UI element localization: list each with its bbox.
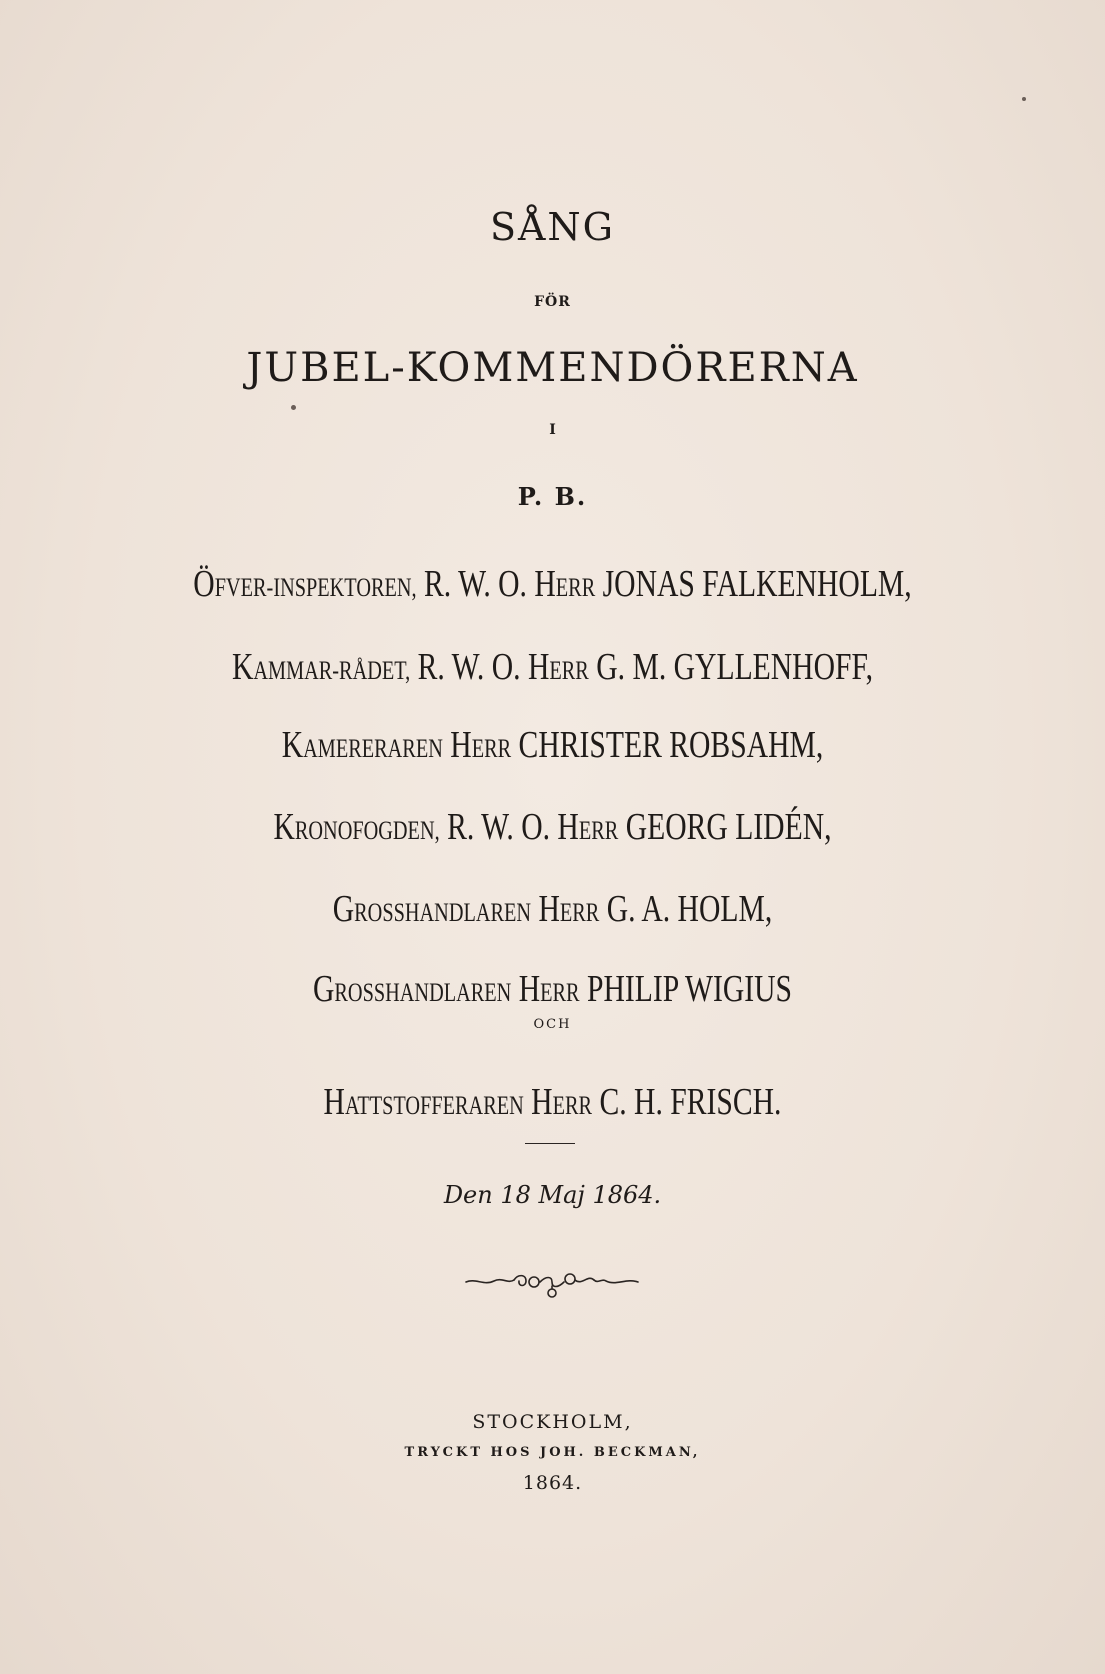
honoree-herr: HERR [557,806,619,848]
honoree-herr: HERR [534,563,596,605]
honoree-name: G. A. HOLM, [606,888,773,930]
honoree-rank: R. W. O. [424,563,527,605]
honoree-name: CHRISTER ROBSAHM, [518,724,824,766]
honoree-name: JONAS FALKENHOLM, [602,563,912,605]
honoree-herr: HERR [450,724,512,766]
honoree-herr: HERR [518,968,580,1010]
honoree-office: KAMMAR-RÅDET, [231,646,411,688]
honoree-line [122,648,984,686]
imprint-printer: TRYCKT HOS JOH. BECKMAN, [404,1445,701,1460]
honoree-office: GROSSHANDLAREN [332,888,532,930]
honoree-line [122,726,984,764]
honoree-herr: HERR [527,646,589,688]
ornament-flourish-icon [462,1262,642,1302]
title-i: I [549,422,556,438]
honoree-office: KRONOFOGDEN, [273,806,440,848]
title-for: FÖR [534,294,571,310]
och-conjunction: OCH [533,1017,572,1032]
date-line: Den 18 Maj 1864. [443,1181,662,1209]
honoree-rank: R. W. O. [447,806,551,848]
honoree-name: PHILIP WIGIUS [587,968,793,1010]
honoree-line [122,808,984,846]
divider-rule [525,1143,575,1144]
honoree-name: G. M. GYLLENHOFF, [596,646,874,688]
honoree-line [122,565,984,603]
paper-speck [291,405,296,410]
imprint-city: STOCKHOLM, [472,1411,633,1433]
honoree-office: ÖFVER-INSPEKTOREN, [193,563,417,605]
honoree-office: HATTSTOFFERAREN [323,1081,524,1123]
title-sang: SÅNG [489,205,616,249]
honoree-name: GEORG LIDÉN, [625,806,832,848]
title-main: JUBEL-KOMMENDÖRERNA [246,345,859,391]
paper-speck [1022,97,1026,101]
honoree-herr: HERR [531,1081,593,1123]
honoree-line [122,970,984,1008]
honoree-line [122,1083,984,1121]
honoree-name: C. H. FRISCH. [599,1081,782,1123]
honoree-office: GROSSHANDLAREN [312,968,512,1010]
honoree-office: KAMERERAREN [281,724,443,766]
honoree-line [122,890,984,928]
honoree-rank: R. W. O. [417,646,521,688]
title-pb: P. B. [517,482,588,511]
honoree-herr: HERR [538,888,600,930]
imprint-year: 1864. [522,1472,583,1494]
